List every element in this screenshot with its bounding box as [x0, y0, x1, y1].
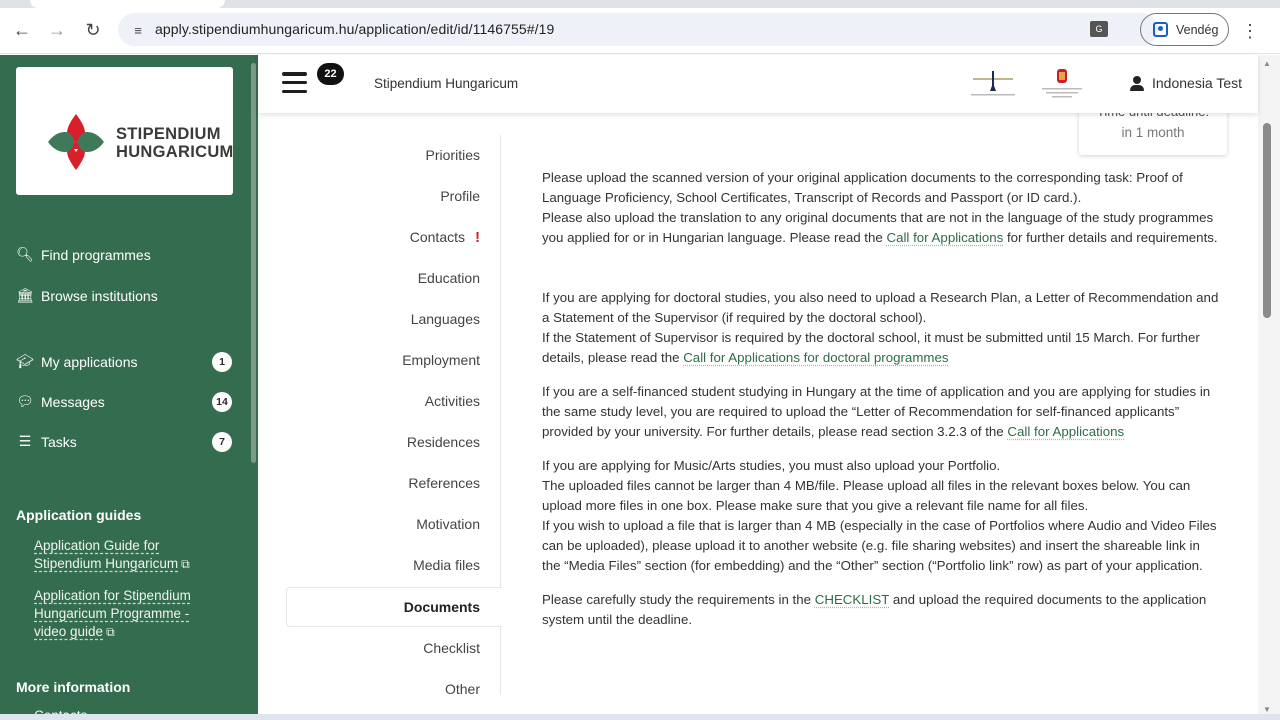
back-button[interactable]: [8, 16, 36, 44]
count-badge: 14: [212, 392, 232, 412]
ministry-scales-logo-icon: [968, 69, 1018, 99]
instruction-text: Please also upload the translation to any original documents that are not in the language of the study programmes you applied for or in Hungarian language. Please read the: [542, 210, 1214, 245]
instruction-text: If you are applying for Music/Arts studies, you must also upload your Portfolio.: [542, 458, 1001, 473]
instruction-text: and upload the required documents to the application system until the deadline.: [542, 592, 1207, 627]
sidebar-item-label: Browse institutions: [41, 287, 158, 304]
browser-tab-strip: [0, 0, 1280, 8]
call-for-applications-link-2[interactable]: Call for Applications: [1007, 424, 1125, 439]
forward-button[interactable]: [43, 16, 71, 44]
application-guides-heading: Application guides: [16, 507, 142, 523]
tab-residences[interactable]: Residences: [406, 434, 480, 450]
tab-references[interactable]: References: [408, 475, 480, 491]
notification-badge[interactable]: 22: [317, 63, 344, 85]
hungarian-government-logo-icon: [1036, 67, 1088, 101]
sidebar-item-browse-institutions[interactable]: [16, 287, 236, 304]
instruction-paragraph-checklist: [542, 590, 1222, 630]
tab-education[interactable]: Education: [417, 270, 480, 286]
app-header: [258, 55, 1258, 113]
logo-line-1: STIPENDIUM: [116, 125, 221, 143]
url-text[interactable]: apply.stipendiumhungaricum.hu/application/edit/id/1146755#/19: [155, 21, 555, 37]
warning-exclamation-icon: !: [475, 229, 480, 246]
kebab-menu-icon: ⋮: [1241, 21, 1259, 41]
checklist-link[interactable]: CHECKLIST: [814, 592, 890, 607]
guest-profile-icon: [1153, 22, 1168, 37]
bottom-strip: [0, 714, 1280, 720]
browser-menu-button[interactable]: [1240, 20, 1260, 42]
guide-link-application-guide[interactable]: [34, 537, 219, 573]
instruction-text: Please carefully study the requirements in the: [542, 592, 815, 607]
sidebar-item-label: Find programmes: [41, 246, 151, 263]
instruction-text: If you are applying for doctoral studies, you also need to upload a Research Plan, a Letter of Recommendation and a Statement of the Supervisor (if required by the doctoral school).: [542, 290, 1219, 325]
instruction-paragraph-portfolio: [542, 456, 1222, 576]
tab-languages[interactable]: Languages: [410, 311, 480, 327]
spacer: [542, 262, 1222, 288]
instruction-text: for further details and requirements.: [1003, 230, 1218, 245]
sidebar-item-label: Tasks: [41, 433, 77, 450]
call-for-applications-link[interactable]: Call for Applications: [886, 230, 1004, 245]
hamburger-menu-button[interactable]: [282, 72, 307, 93]
arrow-left-icon: ←: [13, 19, 31, 40]
user-name: Indonesia Test: [1152, 75, 1243, 91]
user-menu[interactable]: [1130, 75, 1242, 91]
stipendium-logo-icon: [46, 112, 106, 172]
scroll-down-arrow-icon[interactable]: ▼: [1263, 705, 1271, 714]
sidebar-item-tasks[interactable]: [16, 433, 236, 450]
graduation-cap-icon: 🎓︎: [16, 353, 34, 369]
instruction-paragraph-doctoral: [542, 288, 1222, 368]
tab-profile[interactable]: Profile: [440, 188, 480, 204]
tab-motivation[interactable]: Motivation: [416, 516, 480, 532]
active-tab[interactable]: [30, 0, 225, 8]
tab-activities[interactable]: Activities: [424, 393, 480, 409]
sidebar-item-find-programmes[interactable]: [16, 246, 236, 263]
tab-documents[interactable]: [286, 587, 502, 627]
tab-documents-label: Documents: [403, 599, 480, 615]
scrollbar-thumb[interactable]: [1263, 123, 1271, 318]
sidebar-item-messages[interactable]: [16, 393, 236, 410]
tab-checklist[interactable]: Checklist: [423, 640, 480, 656]
app-title: Stipendium Hungaricum: [374, 76, 519, 91]
doctoral-call-link[interactable]: Call for Applications for doctoral programmes: [683, 350, 949, 365]
sidebar-scrollbar[interactable]: [251, 63, 256, 463]
search-icon: 🔍︎: [16, 246, 34, 262]
chat-bubble-icon: 💬︎: [16, 393, 34, 409]
logo-line-2: HUNGARICUM: [116, 143, 234, 161]
task-list-icon: ☰: [18, 433, 32, 449]
address-bar[interactable]: [118, 13, 1158, 46]
external-link-icon: ⧉: [106, 625, 115, 639]
profile-button[interactable]: [1140, 13, 1229, 46]
scroll-up-arrow-icon[interactable]: ▲: [1263, 59, 1271, 68]
instruction-text: The uploaded files cannot be larger than 4 MB/file. Please upload all files in the relevant boxes below. You can upload more files in one box. Please make sure that you give a relevant file name for all files.: [542, 478, 1191, 513]
tab-contacts-label: Contacts: [409, 229, 465, 245]
documents-instructions: [542, 168, 1222, 644]
instruction-text: If you are a self-financed student studying in Hungary at the time of application and you are applying for studies in the same study level, you are required to upload the “Letter of Recommendation for self-financed applicants” provided by your university. For further details, please read section 3.2.3 of the: [542, 384, 1211, 439]
sidebar-item-my-applications[interactable]: [16, 353, 236, 370]
user-icon: [1130, 76, 1144, 91]
page-scrollbar[interactable]: [1258, 55, 1280, 720]
reload-icon: ↻: [85, 19, 101, 40]
external-link-icon: ⧉: [181, 557, 190, 571]
site-info-icon[interactable]: ≡: [134, 22, 142, 38]
count-badge: 7: [212, 432, 232, 452]
translate-icon[interactable]: G: [1090, 21, 1108, 37]
guide-link-label: Application for Stipendium Hungaricum Programme - video guide: [34, 588, 191, 639]
instruction-text: If the Statement of Supervisor is required by the doctoral school, it must be submitted until 15 March. For further details, please read the: [542, 330, 1200, 365]
sidebar: [0, 55, 258, 720]
tab-priorities[interactable]: Priorities: [425, 147, 480, 163]
guide-link-video-guide[interactable]: [34, 587, 219, 641]
logo-card[interactable]: [16, 67, 233, 195]
instruction-text: If you wish to upload a file that is larger than 4 MB (especially in the case of Portfolios where Audio and Video Files can be uploaded), please upload it to another website (e.g. file sharing websites) and insert the shareable link in the “Media Files” section (for embedding) and the “Other” section (“Portfolio link” row) as part of your application.: [542, 518, 1217, 573]
reload-button[interactable]: [79, 16, 107, 44]
logo-text: [116, 125, 234, 161]
count-badge: 1: [212, 352, 232, 372]
institution-icon: 🏛︎: [16, 287, 34, 303]
browser-toolbar: [0, 8, 1280, 54]
sidebar-item-label: Messages: [41, 393, 105, 410]
tab-contacts[interactable]: [410, 229, 480, 246]
arrow-right-icon: →: [48, 19, 66, 40]
tab-media-files[interactable]: Media files: [413, 557, 480, 573]
tab-other[interactable]: Other: [444, 681, 480, 697]
more-information-heading: More information: [16, 679, 131, 695]
instruction-paragraph-self-financed: [542, 382, 1222, 442]
guide-link-label: Application Guide for Stipendium Hungaricum: [34, 538, 179, 571]
deadline-value: in 1 month: [1121, 125, 1185, 140]
instruction-text: Please upload the scanned version of your original application documents to the corresponding task: Proof of Language Proficiency, School Certificates, Transcript of Records and Passport (or ID card.).: [542, 170, 1183, 205]
sidebar-item-label: My applications: [41, 353, 138, 370]
instruction-paragraph-1: [542, 168, 1222, 248]
profile-label: Vendég: [1176, 22, 1219, 37]
tab-employment[interactable]: Employment: [402, 352, 480, 368]
